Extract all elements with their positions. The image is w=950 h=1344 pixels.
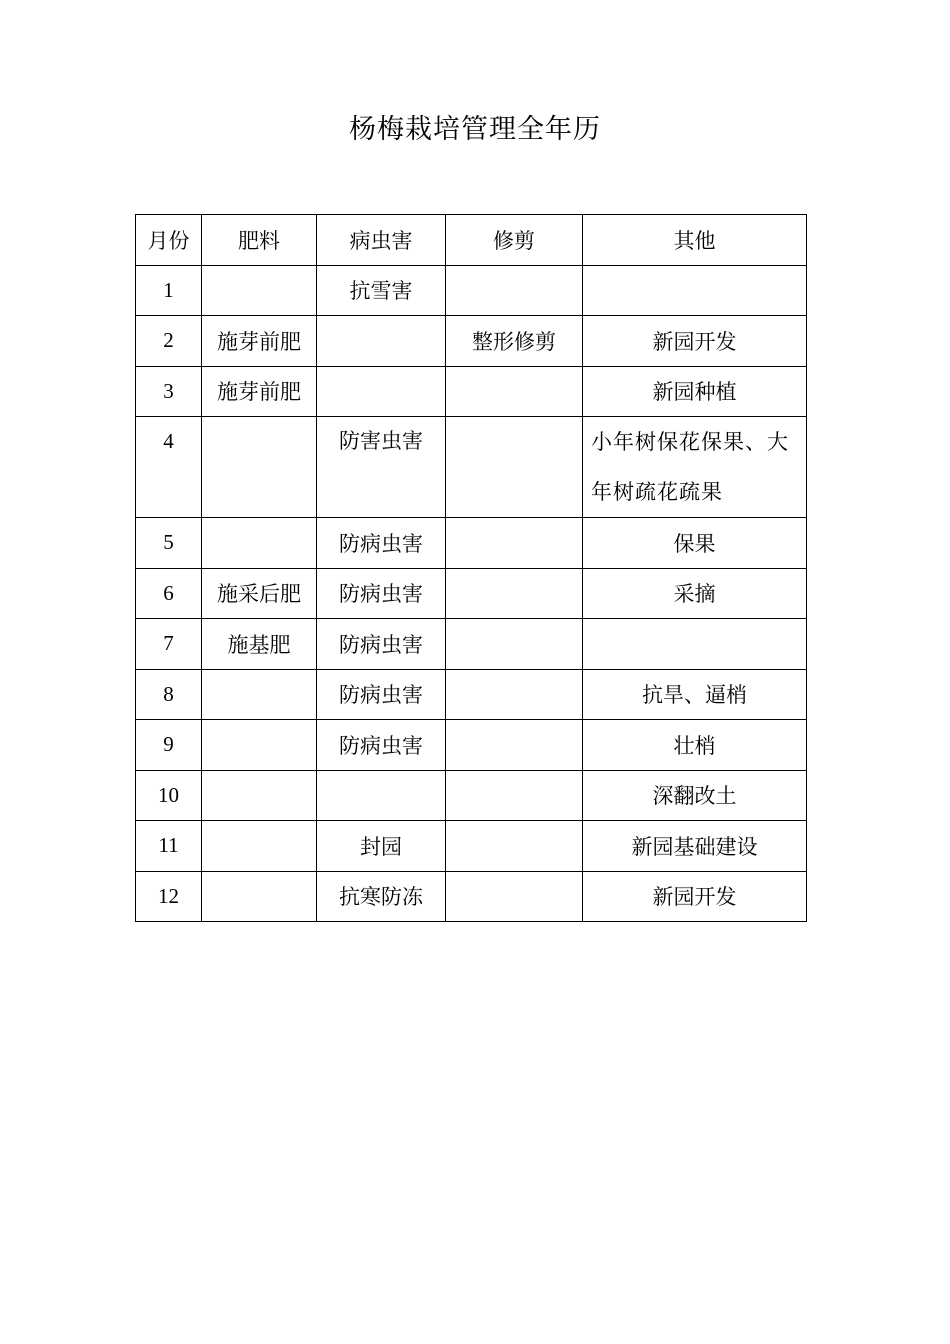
cell-pest: 防病虫害 [317, 619, 446, 670]
cell-month: 3 [136, 366, 202, 417]
cell-pruning [446, 568, 583, 619]
header-other: 其他 [583, 215, 807, 266]
cell-fertilizer [202, 770, 317, 821]
cell-pest [317, 316, 446, 367]
cell-other [583, 619, 807, 670]
cell-pest [317, 366, 446, 417]
management-calendar-table [135, 214, 807, 922]
cell-pest: 防病虫害 [317, 669, 446, 720]
cell-other: 采摘 [583, 568, 807, 619]
cell-pest: 防病虫害 [317, 518, 446, 569]
header-month: 月份 [136, 215, 202, 266]
table-row [136, 871, 807, 922]
cell-other: 新园开发 [583, 316, 807, 367]
table-row [136, 316, 807, 367]
cell-fertilizer: 施芽前肥 [202, 316, 317, 367]
cell-fertilizer [202, 720, 317, 771]
cell-pest: 防病虫害 [317, 568, 446, 619]
cell-month: 11 [136, 821, 202, 872]
cell-pest: 防害虫害 [317, 417, 446, 518]
header-fertilizer: 肥料 [202, 215, 317, 266]
cell-fertilizer: 施基肥 [202, 619, 317, 670]
cell-pruning [446, 417, 583, 518]
cell-other: 新园开发 [583, 871, 807, 922]
table-row [136, 366, 807, 417]
table-row [136, 821, 807, 872]
cell-other: 保果 [583, 518, 807, 569]
cell-pest: 防病虫害 [317, 720, 446, 771]
cell-month: 4 [136, 417, 202, 518]
cell-fertilizer [202, 821, 317, 872]
cell-other [583, 265, 807, 316]
cell-other: 新园种植 [583, 366, 807, 417]
cell-month: 6 [136, 568, 202, 619]
cell-month: 1 [136, 265, 202, 316]
cell-fertilizer [202, 518, 317, 569]
cell-pruning [446, 821, 583, 872]
cell-pruning [446, 720, 583, 771]
header-pest: 病虫害 [317, 215, 446, 266]
table-row [136, 720, 807, 771]
cell-pruning [446, 366, 583, 417]
cell-pruning [446, 669, 583, 720]
cell-fertilizer [202, 669, 317, 720]
cell-month: 12 [136, 871, 202, 922]
cell-other: 小年树保花保果、大年树疏花疏果 [583, 417, 807, 518]
cell-pruning: 整形修剪 [446, 316, 583, 367]
cell-pruning [446, 871, 583, 922]
cell-month: 5 [136, 518, 202, 569]
cell-pest [317, 770, 446, 821]
cell-other: 深翻改土 [583, 770, 807, 821]
cell-month: 7 [136, 619, 202, 670]
cell-month: 9 [136, 720, 202, 771]
cell-other: 抗旱、逼梢 [583, 669, 807, 720]
table-row [136, 669, 807, 720]
cell-month: 2 [136, 316, 202, 367]
header-row [136, 215, 807, 266]
cell-pruning [446, 770, 583, 821]
cell-pest: 抗寒防冻 [317, 871, 446, 922]
cell-pest: 封园 [317, 821, 446, 872]
cell-pest: 抗雪害 [317, 265, 446, 316]
table-row [136, 417, 807, 518]
cell-fertilizer: 施采后肥 [202, 568, 317, 619]
table-row [136, 770, 807, 821]
cell-pruning [446, 518, 583, 569]
header-pruning: 修剪 [446, 215, 583, 266]
cell-other: 新园基础建设 [583, 821, 807, 872]
cell-month: 10 [136, 770, 202, 821]
cell-other: 壮梢 [583, 720, 807, 771]
cell-fertilizer [202, 417, 317, 518]
page-title: 杨梅栽培管理全年历 [349, 114, 601, 145]
cell-month: 8 [136, 669, 202, 720]
table-row [136, 518, 807, 569]
cell-fertilizer [202, 871, 317, 922]
cell-pruning [446, 619, 583, 670]
table-body [136, 215, 807, 922]
table-row [136, 265, 807, 316]
cell-fertilizer: 施芽前肥 [202, 366, 317, 417]
cell-pruning [446, 265, 583, 316]
cell-fertilizer [202, 265, 317, 316]
table-row [136, 568, 807, 619]
table-row [136, 619, 807, 670]
